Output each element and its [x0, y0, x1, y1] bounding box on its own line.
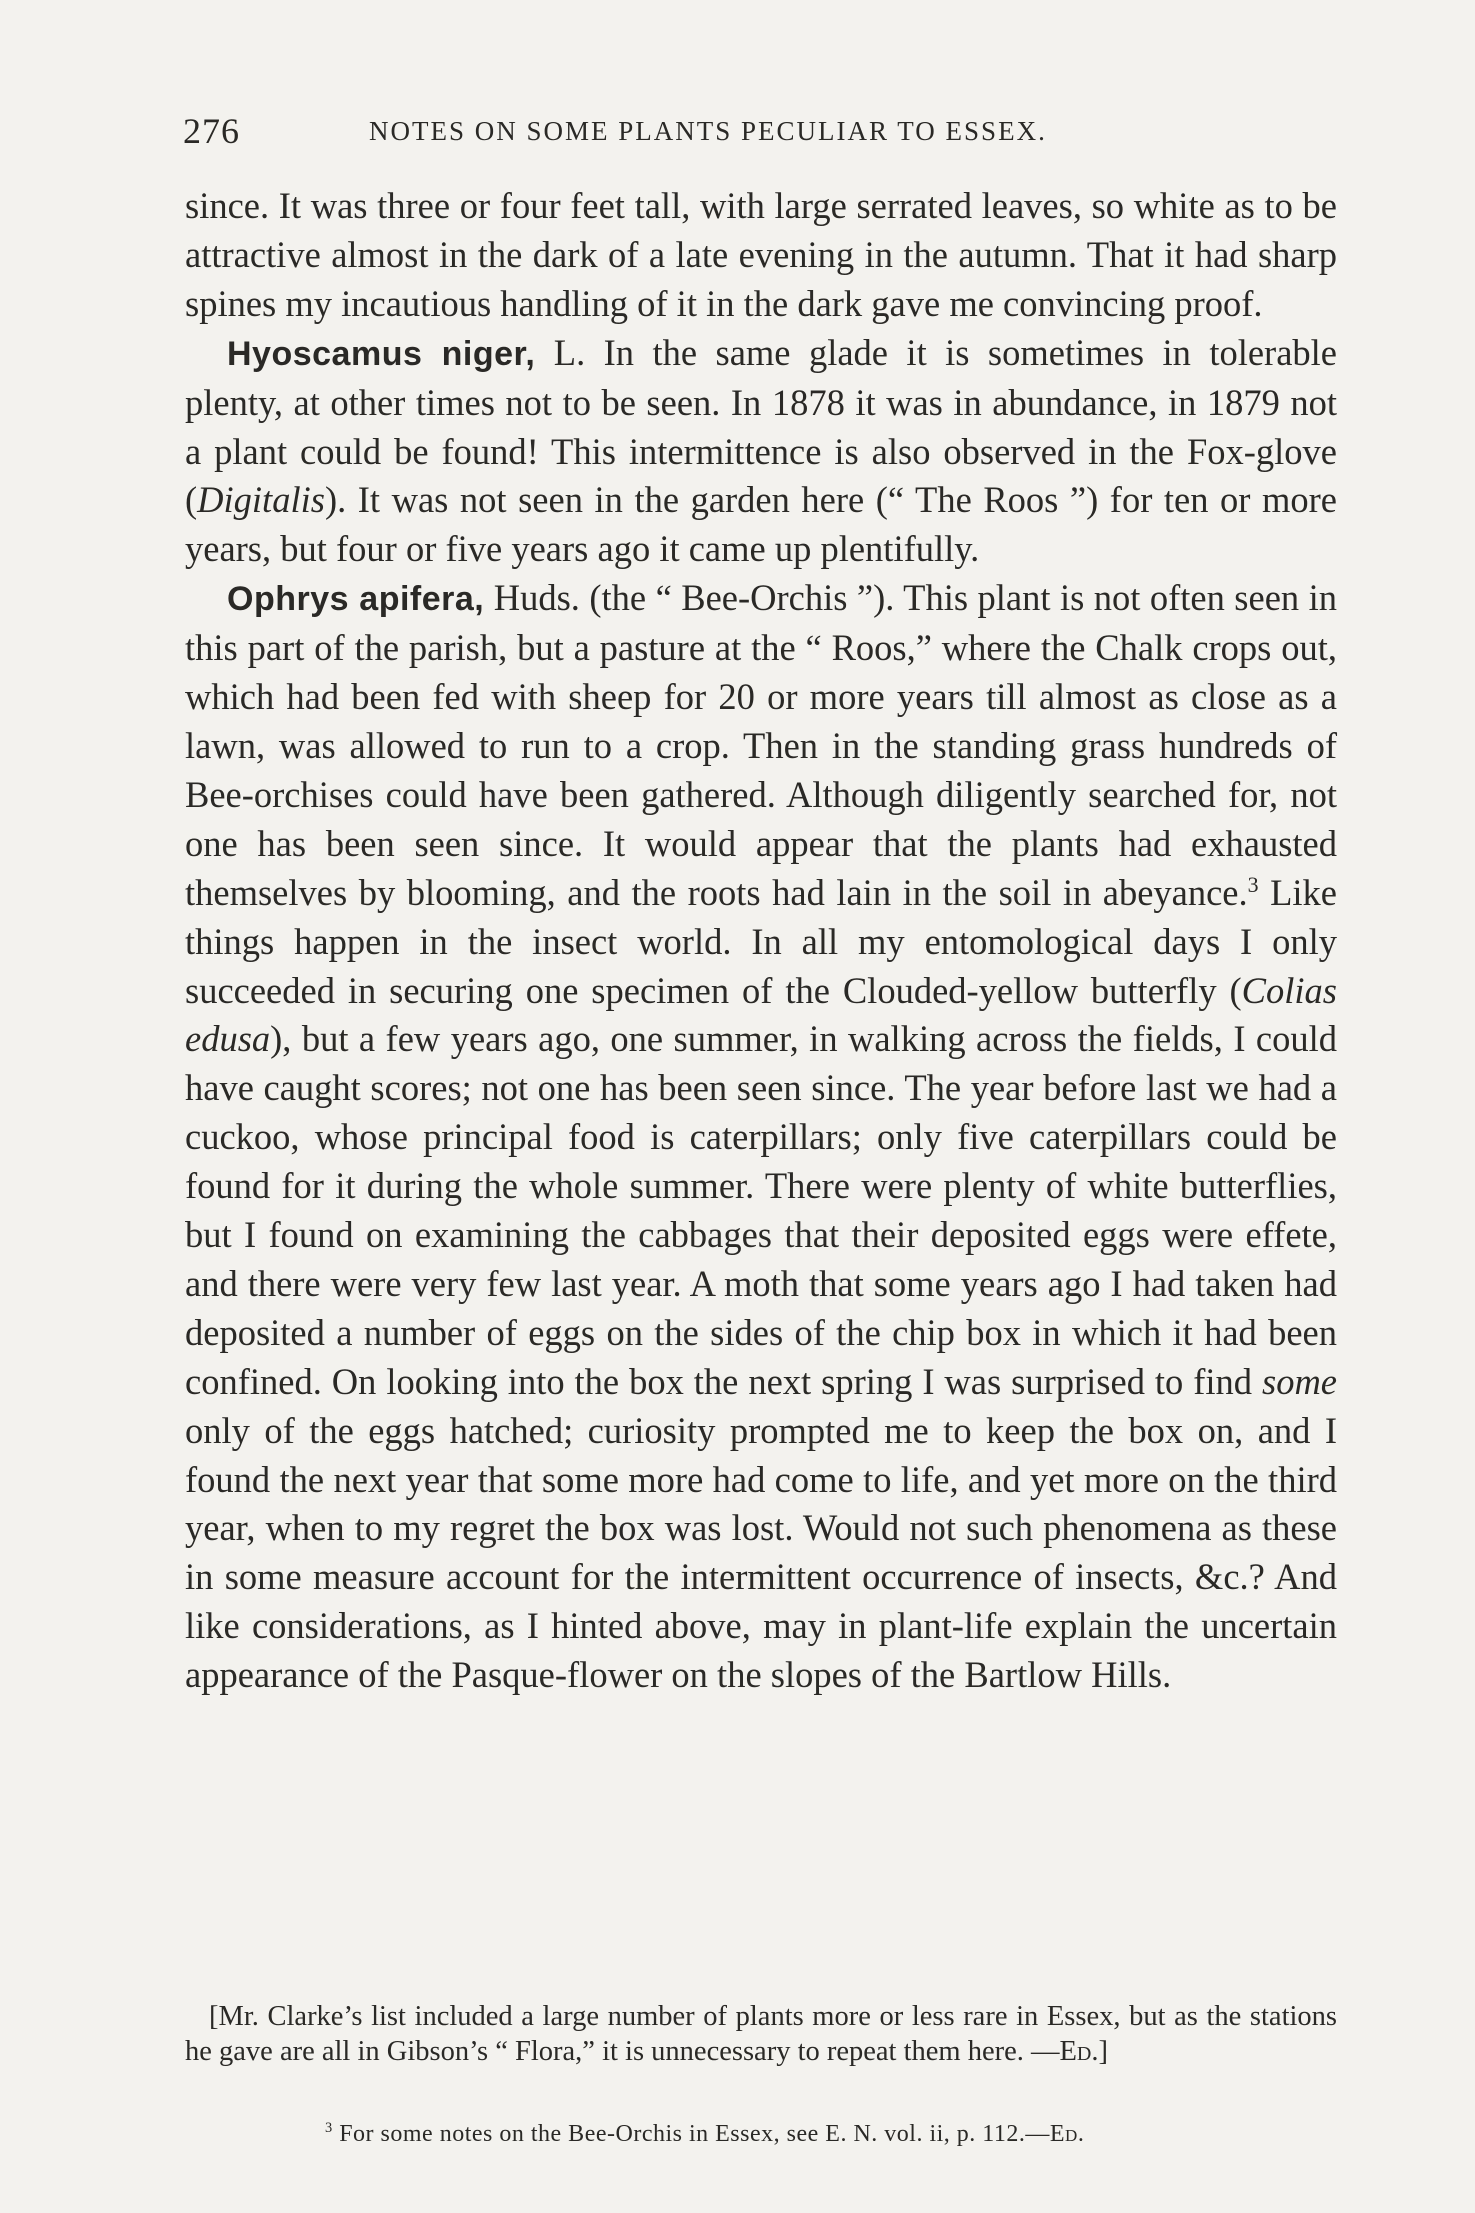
page-number: 276 — [183, 111, 240, 151]
editor-note-close: ] — [1098, 2036, 1108, 2067]
paragraph-text: In the same glade it is sometimes in tolerable plenty, at other times not to be seen. In 1878 it was in abundance, in 1879 not a plant could be found! This intermittence is also observed in the Fox-glove ( — [185, 331, 1338, 521]
footnote-reference: 3 — [1247, 871, 1259, 897]
running-title: NOTES ON SOME PLANTS PECULIAR TO ESSEX. — [369, 116, 1047, 146]
species-authority: Huds. — [484, 577, 580, 619]
editor-note — [185, 1999, 1337, 2069]
footnote-text: For some notes on the Bee-Orchis in Essex, see E. N. vol. ii, p. 112.— — [332, 2121, 1050, 2147]
italic-term: Digitalis — [197, 479, 325, 521]
paragraph-text: only of the eggs hatched; curiosity prompted me to keep the box on, and I found the next year that some more had come to life, and yet more on the third year, when to my regret the box was lost. Would not such phenomena as these in some measure account for the intermittent occurrence of insects, &c.? And like considerations, as I hinted above, may in plant-life explain the uncertain appearance of the Pasque-flower on the slopes of the Bartlow Hills. — [185, 1409, 1337, 1696]
paragraph-text: Like things happen in the insect world. In all my entomological days I only succeeded in securing one specimen of the Clouded-yellow butterfly ( — [185, 871, 1337, 1011]
editor-sign: Ed. — [1059, 2036, 1099, 2067]
paragraph-text: (the “ Bee-Orchis ”). This plant is not often seen in this part of the parish, but a pasture at the “ Roos,” where the Chalk crops out, which had been fed with sheep for 20 or more years till almost as close as a lawn, was allowed to run to a crop. Then in the standing grass hundreds of Bee-orchises could have been gathered. Although diligently searched for, not one has been seen since. It would appear that the plants had exhausted themselves by blooming, and the roots had lain in the soil in abeyance. — [185, 577, 1337, 913]
footnote-editor-sign: Ed. — [1049, 2121, 1085, 2147]
footnote-marker: 3 — [325, 2120, 333, 2136]
footnote — [325, 2121, 1325, 2148]
species-name: Ophrys apifera, — [227, 580, 485, 619]
paragraph-continuation: since. It was three or four feet tall, with large serrated leaves, so white as to be attractive almost in the dark of a late evening in the autumn. That it had sharp spines my incautious handling of it in the dark gave me convincing proof. — [185, 185, 1337, 324]
paragraph-text: ). It was not seen in the garden here (“ The Roos ”) for ten or more years, but four or five years ago it came up plentifully. — [185, 479, 1337, 570]
paragraph-hyoscamus — [185, 329, 1337, 575]
paragraph-text: ), but a few years ago, one summer, in walking across the fields, I could have caught scores; not one has been seen since. The year before last we had a cuckoo, whose principal food is caterpillars; only five caterpillars could be found for it during the whole summer. There were plenty of white butterflies, but I found on examining the cabbages that their deposited eggs were effete, and there were very few last year. A moth that some years ago I had taken had deposited a number of eggs on the sides of the chip box in which it had been confined. On looking into the box the next spring I was surprised to find — [185, 1018, 1337, 1402]
editor-note-text: [Mr. Clarke’s list included a large number of plants more or less rare in Essex, but as the stations he gave are all in Gibson’s “ Flora,” it is unnecessary to repeat them here. — — [185, 2001, 1337, 2067]
body-text — [185, 182, 1337, 1700]
paragraph-ophrys — [185, 574, 1337, 1700]
species-name: Hyoscamus niger, — [227, 334, 536, 373]
species-authority: L. — [535, 331, 586, 373]
italic-term: Colias edusa — [185, 969, 1337, 1060]
italic-term: some — [1261, 1360, 1337, 1402]
